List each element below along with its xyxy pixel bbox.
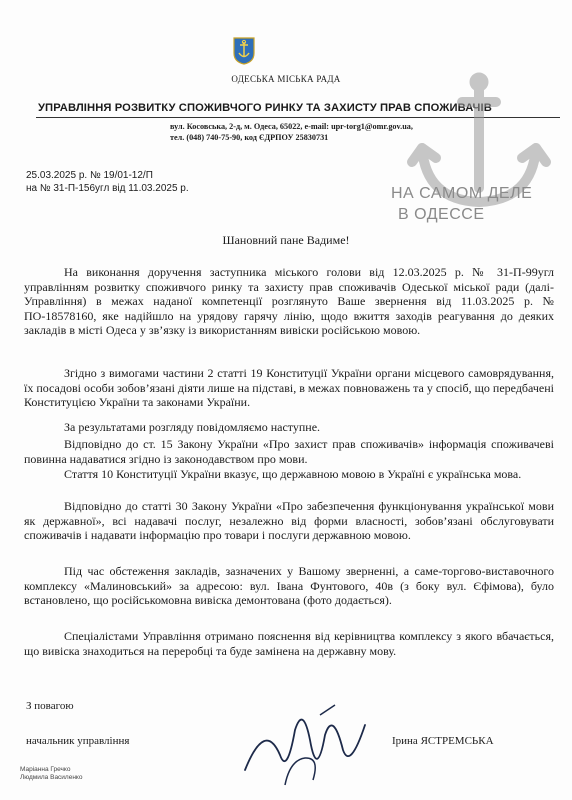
signer-name: Ірина ЯСТРЕМСЬКА <box>392 735 494 747</box>
outgoing-number: 25.03.2025 р. № 19/01-12/П <box>26 170 153 181</box>
paragraph-5: Стаття 10 Конституції України вказує, що державною мовою в Україні є українська мова. <box>64 467 522 481</box>
paragraph-6: Відповідно до статті 30 Закону України «Про забезпечення функціонування української мови як державної», всі надавачі послуг, незалежно від форми власності, зобов’язані обслуговувати споживачів і надавати інформацію про товари і послуги державною мовою. <box>24 499 554 543</box>
department-phone: тел. (048) 740-75-90, код ЄДРПОУ 25830731 <box>170 133 329 142</box>
executor-line-1: Маріанна Гречко <box>20 766 71 773</box>
department-name: УПРАВЛІННЯ РОЗВИТКУ СПОЖИВЧОГО РИНКУ ТА ЗАХИСТУ ПРАВ СПОЖИВАЧІВ <box>38 102 492 114</box>
odesa-coat-of-arms-icon <box>233 37 255 65</box>
council-name: ОДЕСЬКА МІСЬКА РАДА <box>231 74 341 84</box>
greeting: Шановний пане Вадиме! <box>222 233 350 247</box>
paragraph-1: На виконання доручення заступника міського голови від 12.03.2025 р. № 31-П-99угл управлінням розвитку споживчого ринку та захисту прав споживачів Одеської міської ради (далі-Управління) в межах наданої компетенції розглянуто Ваше звернення від 11.03.2025 р. № ПО-18578160, яке надійшло на урядову гарячу лінію, щодо вжиття заходів реагування до деяких закладів в місті Одеса у зв’язку із використанням вивіски російською мовою. <box>24 265 554 338</box>
watermark-line-2: В ОДЕССЕ <box>398 206 485 223</box>
handwritten-signature <box>225 700 385 790</box>
paragraph-3: За результатами розгляду повідомляємо наступне. <box>64 420 321 434</box>
paragraph-2: Згідно з вимогами частини 2 статті 19 Конституції України органи місцевого самоврядування, їх посадові особи зобов’язані діяти лише на підставі, в межах повноважень та у спосіб, що передбачені Конституцією України та законами України. <box>24 366 554 410</box>
closing-phrase: З повагою <box>26 700 74 712</box>
signer-position: начальник управління <box>26 735 130 747</box>
incoming-reference: на № 31-П-156угл від 11.03.2025 р. <box>26 183 189 194</box>
paragraph-4: Відповідно до ст. 15 Закону України «Про захист прав споживачів» інформація споживачеві повинна надаватися згідно із законодавством про мови. <box>24 437 554 466</box>
paragraph-7: Під час обстеження закладів, зазначених у Вашому зверненні, а саме-торгово-виставочного комплексу «Малиновський» за адресою: вул. Івана Фунтового, 40в (з боку вул. Єфімова), було встановлено, що російськомовна вивіска демонтована (фото додається). <box>24 564 554 608</box>
executor-line-2: Людмила Василенко <box>20 774 83 781</box>
department-address: вул. Косовська, 2-д, м. Одеса, 65022, e-mail: upr-torg1@omr.gov.ua, <box>170 122 413 131</box>
paragraph-8: Спеціалістами Управління отримано пояснення від керівництва комплексу з якого вбачається, що вивіска знаходиться на переробці та буде замінена на державну мову. <box>24 629 554 658</box>
watermark-line-1: НА САМОМ ДЕЛЕ <box>391 185 533 202</box>
